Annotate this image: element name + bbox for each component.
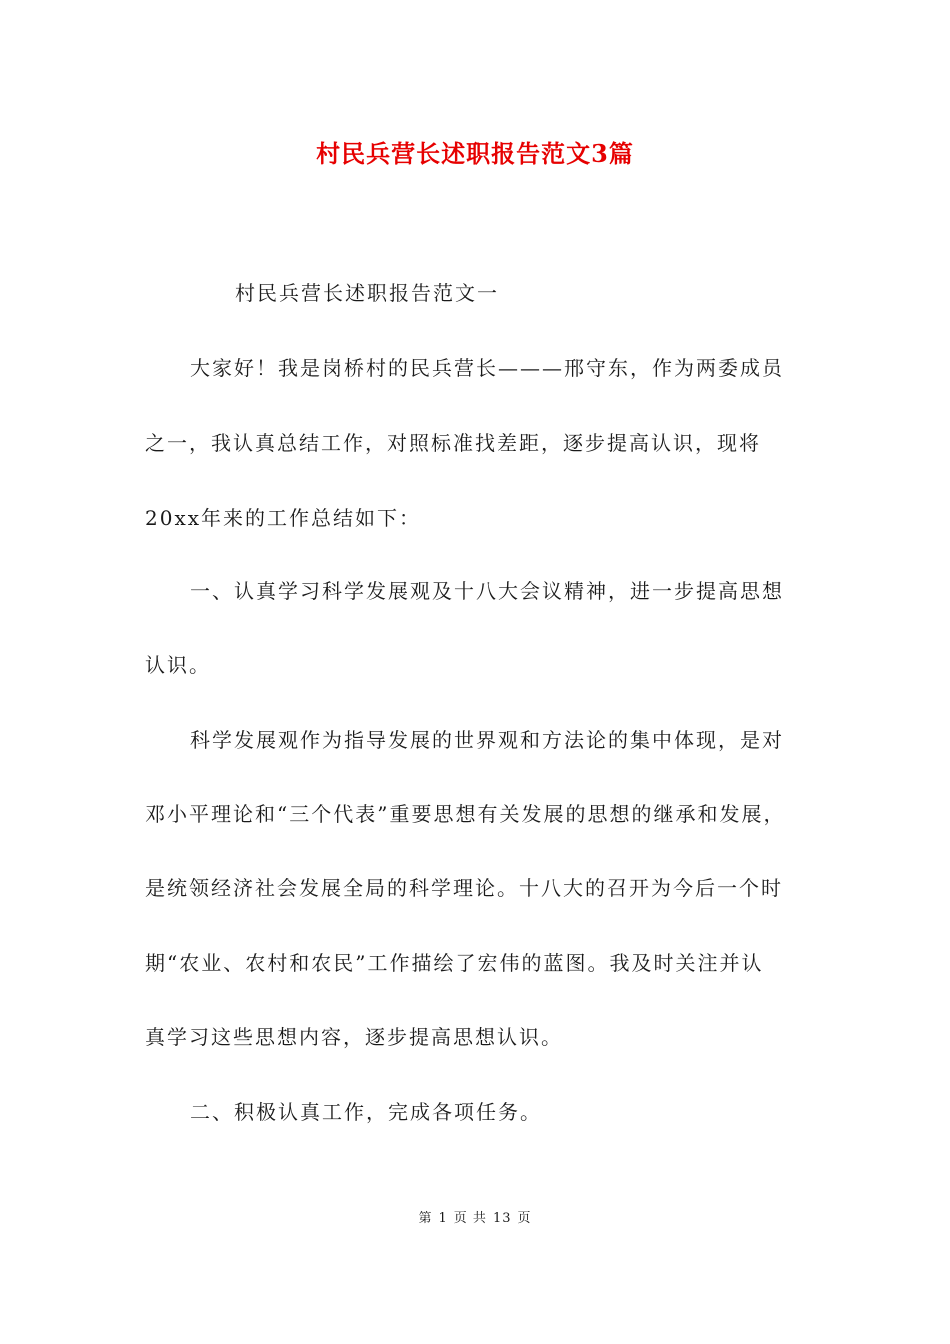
page-number-footer [0,1209,950,1229]
footer-current-page: 1 [438,1211,448,1226]
paragraph-line: 真学习这些思想内容，逐步提高思想认识。 [145,1025,563,1049]
paragraph-line: 之一，我认真总结工作，对照标准找差距，逐步提高认识，现将 [145,431,761,455]
footer-suffix: 页 [517,1211,532,1226]
paragraph-line: 20xx年来的工作总结如下： [145,506,422,530]
paragraph-line: 期“农业、农村和农民”工作描绘了宏伟的蓝图。我及时关注并认 [145,951,764,975]
footer-total-pages: 13 [492,1211,512,1226]
paragraph-line: 是统领经济社会发展全局的科学理论。十八大的召开为今后一个时 [145,876,783,900]
footer-middle: 页 共 [453,1211,487,1226]
paragraph-line: 大家好！我是岗桥村的民兵营长———邢守东，作为两委成员 [190,356,784,380]
footer-prefix: 第 [418,1211,433,1226]
section-heading: 一、认真学习科学发展观及十八大会议精神，进一步提高思想 [190,579,784,603]
document-title: 村民兵营长述职报告范文3篇 [316,139,634,168]
paragraph-line: 邓小平理论和“三个代表”重要思想有关发展的思想的继承和发展， [145,802,786,826]
section-subtitle: 村民兵营长述职报告范文一 [235,281,499,305]
paragraph-line: 科学发展观作为指导发展的世界观和方法论的集中体现，是对 [190,728,784,752]
section-heading: 二、积极认真工作，完成各项任务。 [190,1100,542,1124]
section-heading-continued: 认识。 [145,653,211,677]
